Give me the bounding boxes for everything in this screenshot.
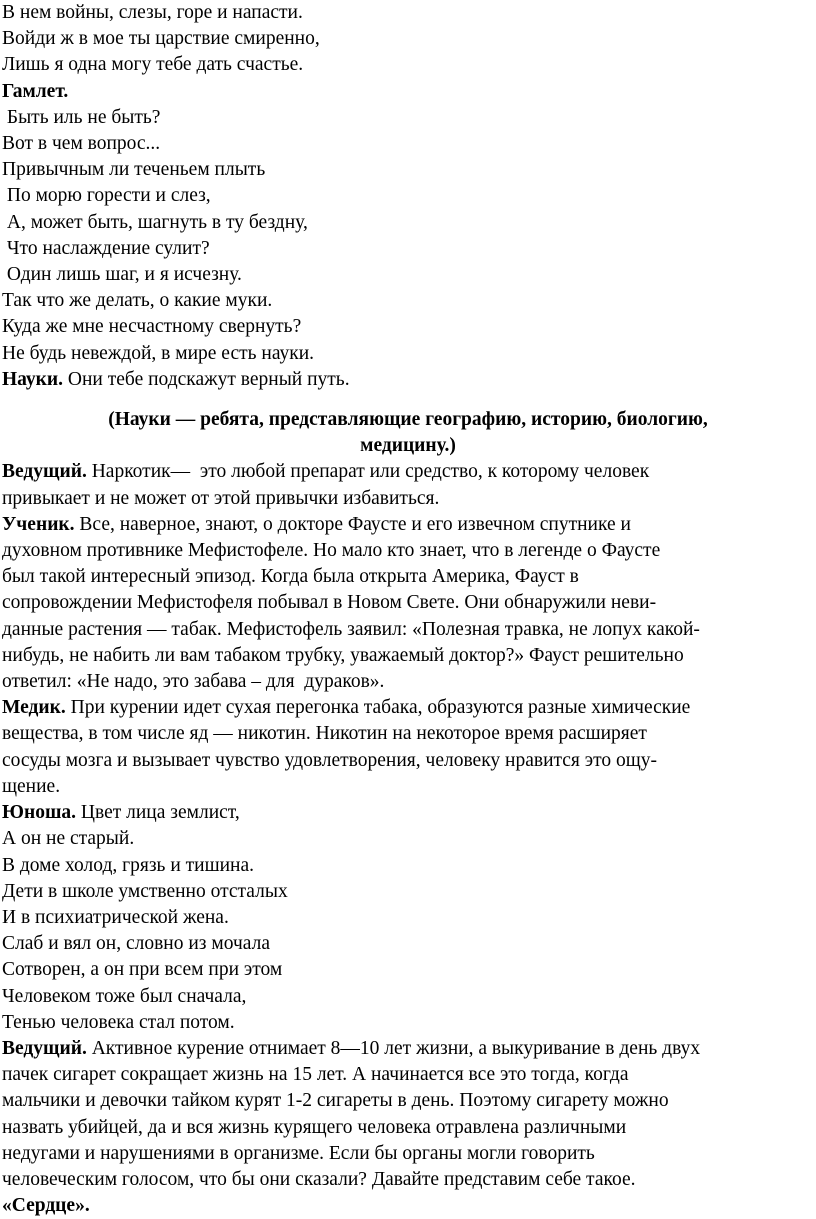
poem-line: Лишь я одна могу тебе дать счастье.	[2, 54, 304, 76]
spacer	[2, 393, 814, 407]
speaker-vedushchiy: Ведущий.	[2, 461, 87, 483]
hamlet-line: По морю горести и слез,	[2, 185, 211, 207]
yunosha-line: Тенью человека стал потом.	[2, 1011, 235, 1033]
speaker-nauki: Науки.	[2, 368, 64, 390]
vedushchiy2-line: человеческим голосом, что бы они сказали? Давайте представим себе такое.	[2, 1168, 636, 1190]
vedushchiy2-text: Активное курение отнимает 8—10 лет жизни, а выкуривание в день двух	[86, 1037, 701, 1059]
hamlet-line: Быть иль не быть?	[2, 106, 161, 128]
yunosha-line: Сотворен, а он при всем при этом	[2, 959, 283, 981]
stage-direction	[2, 407, 814, 459]
speaker-yunosha: Юноша.	[2, 802, 77, 824]
stage-direction-line: медицину.)	[360, 435, 456, 457]
nauki-line	[2, 367, 814, 393]
medik-line: щение.	[2, 775, 61, 797]
vedushchiy2-line: пачек сигарет сокращает жизнь на 15 лет. А начинается все это тогда, когда	[2, 1064, 629, 1086]
yunosha-line: Человеком тоже был сначала,	[2, 985, 247, 1007]
vedushchiy1-text: Наркотик— это любой препарат или средство, к которому человек	[86, 461, 650, 483]
medik-line: сосуды мозга и вызывает чувство удовлетворения, человеку нравится это ощу-	[2, 749, 658, 771]
medik-line: вещества, в том числе яд — никотин. Никотин на некоторое время расширяет	[2, 723, 647, 745]
poem-line: В нем войны, слезы, горе и напасти.	[2, 2, 303, 23]
uchenik-line: духовном противнике Мефистофеле. Но мало кто знает, что в легенде о Фаусте	[2, 540, 661, 562]
speaker-medik: Медик.	[2, 697, 66, 719]
yunosha-line: А он не старый.	[2, 828, 135, 850]
hamlet-line: Привычным ли теченьем плыть	[2, 159, 266, 181]
yunosha-line: В доме холод, грязь и тишина.	[2, 854, 255, 876]
uchenik-line: данные растения — табак. Мефистофель заявил: «Полезная травка, не лопух какой-	[2, 618, 700, 640]
heading-serdtse: «Сердце».	[2, 1195, 90, 1217]
medik-line	[2, 695, 814, 721]
vedushchiy2-line: мальчики и девочки тайком курят 1-2 сигареты в день. Поэтому сигарету можно	[2, 1090, 669, 1112]
uchenik-line	[2, 512, 814, 538]
yunosha-line: Слаб и вял он, словно из мочала	[2, 933, 270, 955]
uchenik-text: Все, наверное, знают, о докторе Фаусте и его извечном спутнике и	[74, 513, 631, 535]
hamlet-line: Не будь невеждой, в мире есть науки.	[2, 342, 315, 364]
hamlet-line: Куда же мне несчастному свернуть?	[2, 316, 302, 338]
vedushchiy2-line	[2, 1036, 814, 1062]
speaker-vedushchiy: Ведущий.	[2, 1037, 87, 1059]
yunosha-line	[2, 800, 814, 826]
uchenik-line: нибудь, не набить ли вам табаком трубку, уважаемый доктор?» Фауст решительно	[2, 644, 684, 666]
nauki-text: Они тебе подскажут верный путь.	[63, 368, 350, 390]
yunosha-line: И в психиатрической жена.	[2, 906, 229, 928]
hamlet-line: Вот в чем вопрос...	[2, 133, 161, 155]
uchenik-line: был такой интересный эпизод. Когда была открыта Америка, Фауст в	[2, 566, 579, 588]
vedushchiy1-line	[2, 459, 814, 485]
vedushchiy1-line: привыкает и не может от этой привычки избавиться.	[2, 487, 440, 509]
hamlet-line: А, может быть, шагнуть в ту бездну,	[2, 211, 308, 233]
uchenik-line: ответил: «Не надо, это забава – для дураков».	[2, 671, 385, 693]
yunosha-line: Дети в школе умственно отсталых	[2, 880, 288, 902]
yunosha-text: Цвет лица землист,	[76, 802, 240, 824]
speaker-uchenik: Ученик.	[2, 513, 75, 535]
hamlet-line: Что наслаждение сулит?	[2, 237, 210, 259]
medik-text: При курении идет сухая перегонка табака, образуются разные химические	[65, 697, 691, 719]
vedushchiy2-line: недугами и нарушениями в организме. Если бы органы могли говорить	[2, 1142, 595, 1164]
vedushchiy2-line: назвать убийцей, да и вся жизнь курящего человека отравлена различными	[2, 1116, 627, 1138]
speaker-hamlet: Гамлет.	[2, 80, 69, 102]
stage-direction-line: (Науки — ребята, представляющие географию, историю, биологию,	[108, 409, 708, 431]
uchenik-line: сопровождении Мефистофеля побывал в Новом Свете. Они обнаружили неви-	[2, 592, 657, 614]
hamlet-line: Один лишь шаг, и я исчезну.	[2, 264, 242, 286]
hamlet-line: Так что же делать, о какие муки.	[2, 290, 273, 312]
document-page	[2, 0, 814, 1219]
poem-line: Войди ж в мое ты царствие смиренно,	[2, 28, 320, 50]
